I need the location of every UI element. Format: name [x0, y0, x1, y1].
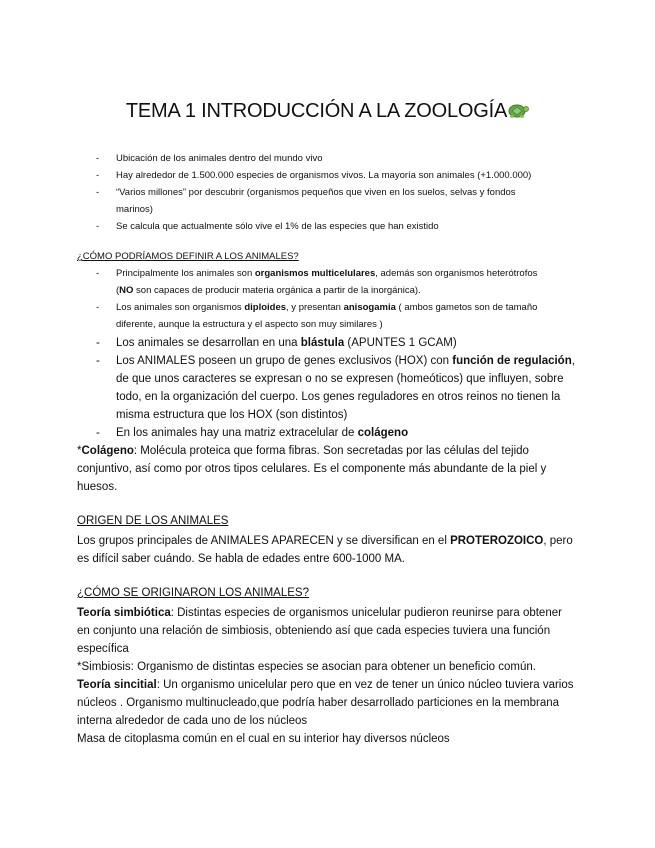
list-item — [96, 334, 576, 352]
list-item — [96, 299, 556, 333]
bold-text: función de regulación — [452, 355, 572, 367]
bold-text: PROTEROZOICO — [450, 535, 544, 547]
list-item — [96, 218, 576, 235]
list-item — [96, 265, 556, 299]
bullet-text: Ubicación de los animales dentro del mundo vivo — [116, 153, 323, 164]
text: Los animales son organismos — [116, 302, 245, 313]
text: son capaces de producir materia orgánica a partir de la inorgánica). — [133, 285, 421, 296]
origen-paragraph — [77, 532, 577, 568]
text: : Distintas especies de organismos unicelular pudieron reunirse para obtener en conjunto una relación de simbiosis, obteniendo así que cada especies tuviera una función específica — [77, 607, 562, 655]
list-item — [96, 424, 576, 442]
text: Los grupos principales de ANIMALES APARECEN y se diversifican en el — [77, 535, 451, 547]
text: , además son organismos heterótrofos ( — [116, 268, 538, 296]
text: Los ANIMALES poseen un grupo de genes exclusivos (HOX) con — [116, 355, 453, 367]
text: En los animales hay una matriz extracelular de — [116, 427, 358, 439]
bold-text: Teoría sincitial — [77, 679, 157, 691]
bullet-dash: - — [96, 355, 100, 367]
definir-bullet-list-small — [96, 265, 556, 333]
section-heading-originaron: ¿CÓMO SE ORIGINARON LOS ANIMALES? — [77, 587, 309, 599]
text: (APUNTES 1 GCAM) — [344, 337, 457, 349]
list-item — [96, 184, 576, 218]
bold-text: diploides — [244, 302, 287, 313]
text: : Un organismo unicelular pero que en vez de tener un único núcleo tuviera varios núcleos . Organismo multinucleado,que podría haber desarrollado particiones en la membrana interna alrededor de cada uno de los núcleos — [77, 679, 574, 727]
text: : Molécula proteica que forma fibras. Son secretadas por las células del tejido conjuntivo, así como por otros tipos celulares. Es el componente más abundante de la piel y huesos. — [77, 445, 547, 493]
text: , y presentan — [286, 302, 344, 313]
section-heading-origen: ORIGEN DE LOS ANIMALES — [77, 515, 229, 527]
bullet-text: Se calcula que actualmente sólo vive el 1% de las especies que han existido — [116, 221, 439, 232]
bullet-dash: - — [96, 170, 100, 181]
section-heading-definir: ¿CÓMO PODRÍAMOS DEFINIR A LOS ANIMALES? — [77, 251, 299, 262]
bold-text: colágeno — [357, 427, 409, 439]
page-title — [0, 100, 655, 123]
text: , pero es difícil saber cuándo. Se habla de edades entre 600-1000 MA. — [77, 535, 573, 565]
theory-syncytial-paragraph — [77, 676, 577, 730]
bullet-dash: - — [96, 153, 100, 164]
title-text: TEMA 1 INTRODUCCIÓN A LA ZOOLOGÍA — [125, 100, 508, 122]
bold-text: Colágeno — [81, 445, 134, 457]
text: * — [77, 445, 82, 457]
bold-text: NO — [119, 285, 134, 296]
list-item — [96, 150, 576, 167]
bullet-dash: - — [96, 268, 100, 279]
bullet-dash: - — [96, 187, 100, 198]
text: ( ambos gametos son de tamaño diferente, aunque la estructura y el aspecto son muy similares ) — [116, 302, 538, 330]
turtle-icon — [507, 101, 529, 119]
text: Los animales se desarrollan en una — [116, 337, 301, 349]
list-item — [96, 352, 576, 424]
collagen-note — [77, 442, 547, 496]
theory-symbiotic-paragraph — [77, 604, 577, 658]
bold-text: blástula — [300, 337, 345, 349]
definir-bullet-list-large — [96, 334, 576, 442]
bullet-text: Hay alrededor de 1.500.000 especies de organismos vivos. La mayoría son animales (+1.000.000) — [116, 170, 532, 181]
text: Principalmente los animales son — [116, 268, 255, 279]
text: , de que unos caracteres se expresan o no se expresen (homeóticos) que influyen, sobre todo, en la organización del cuerpo. Los genes reguladores en otros reinos no tienen la misma estructura que los HOX (son distintos) — [116, 355, 575, 421]
symbiosis-note: *Simbiosis: Organismo de distintas especies se asocian para obtener un beneficio común. — [77, 661, 536, 673]
bold-text: Teoría simbiótica — [77, 607, 171, 619]
intro-bullet-list — [96, 150, 576, 235]
list-item — [96, 167, 576, 184]
bold-text: anisogamia — [343, 302, 396, 313]
bullet-dash: - — [96, 302, 100, 313]
bullet-dash: - — [96, 427, 100, 439]
bold-text: organismos multicelulares — [254, 268, 376, 279]
bullet-dash: - — [96, 337, 100, 349]
bullet-dash: - — [96, 221, 100, 232]
cytoplasm-line: Masa de citoplasma común en el cual en su interior hay diversos núcleos — [77, 733, 450, 745]
bullet-text: “Varios millones” por descubrir (organismos pequeños que viven en los suelos, selvas y fondos marinos) — [116, 187, 516, 215]
